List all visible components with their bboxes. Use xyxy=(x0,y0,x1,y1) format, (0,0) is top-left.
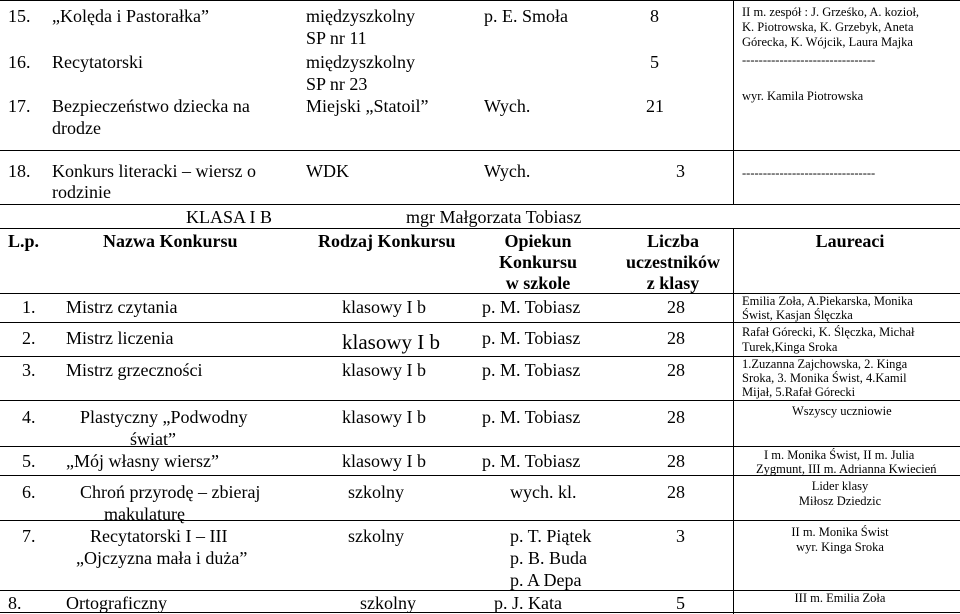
laureates-text: 1.Zuzanna Zajchowska, 2. Kinga xyxy=(742,357,908,371)
contest-name: Konkurs literacki – wiersz o xyxy=(52,161,256,181)
header-teacher: Opiekun xyxy=(504,231,572,251)
laureates-text: III m. Emilia Zoła xyxy=(794,591,886,605)
laureates-text: -------------------------------- xyxy=(742,53,876,67)
laureates-text: Świst, Kasjan Ślęczka xyxy=(742,308,853,322)
header-teacher: Konkursu xyxy=(498,252,578,272)
laureates-text: II m. Monika Świst xyxy=(791,525,889,539)
participant-count: 8 xyxy=(650,6,659,26)
contest-name: Chroń przyrodę – zbieraj xyxy=(80,482,261,502)
row-rule xyxy=(0,228,960,229)
participant-count: 28 xyxy=(667,407,685,427)
participant-count: 28 xyxy=(667,451,685,471)
header-count: z klasy xyxy=(646,273,700,293)
header-count: Liczba xyxy=(647,231,699,251)
laureates-text: Miłosz Dziedzic xyxy=(798,494,882,508)
contest-type: SP nr 11 xyxy=(306,28,367,48)
laureates-text: wyr. Kamila Piotrowska xyxy=(742,89,864,103)
row-number: 15. xyxy=(8,6,31,26)
row-number: 1. xyxy=(22,297,36,317)
participant-count: 28 xyxy=(667,482,685,502)
contest-name: Plastyczny „Podwodny xyxy=(80,407,248,427)
contest-type: szkolny xyxy=(348,526,404,546)
row-number: 5. xyxy=(22,451,36,471)
contest-name: rodzinie xyxy=(52,182,111,202)
laureates-text: Wszyscy uczniowie xyxy=(792,404,892,418)
teacher: p. M. Tobiasz xyxy=(482,328,581,348)
contest-name: „Mój własny wiersz” xyxy=(66,451,219,471)
contest-name: „Kolęda i Pastorałka” xyxy=(52,6,209,26)
participant-count: 28 xyxy=(667,297,685,317)
teacher: p. M. Tobiasz xyxy=(482,360,581,380)
participant-count: 21 xyxy=(646,96,664,116)
row-rule xyxy=(0,400,960,401)
laureates-text: II m. zespół : J. Grześko, A. kozioł, xyxy=(742,5,920,19)
contest-type: międzyszkolny xyxy=(306,6,415,26)
column-rule xyxy=(733,0,734,150)
row-number: 6. xyxy=(22,482,36,502)
column-rule xyxy=(733,228,734,614)
teacher: wych. kl. xyxy=(510,482,577,502)
contest-name: makulaturę xyxy=(104,504,185,524)
laureates-text: Rafał Górecki, K. Ślęczka, Michał xyxy=(742,325,915,339)
contest-type: szkolny xyxy=(360,593,416,613)
teacher: Wych. xyxy=(484,96,531,116)
contest-name: Mistrz grzeczności xyxy=(66,360,203,380)
contest-type: klasowy I b xyxy=(342,451,426,471)
contest-type: klasowy I b xyxy=(342,407,426,427)
class-label: KLASA I B xyxy=(186,207,273,227)
contest-type: międzyszkolny xyxy=(306,52,415,72)
teacher: p. M. Tobiasz xyxy=(482,451,581,471)
contest-name: Mistrz liczenia xyxy=(66,328,174,348)
contest-type: Miejski „Statoil” xyxy=(306,96,429,116)
row-rule xyxy=(0,204,960,205)
row-number: 17. xyxy=(8,96,31,116)
teacher: Wych. xyxy=(484,161,531,181)
laureates-text: Emilia Zoła, A.Piekarska, Monika xyxy=(742,294,913,308)
header-name: Nazwa Konkursu xyxy=(103,231,238,251)
header-count: uczestników xyxy=(626,252,720,272)
participant-count: 3 xyxy=(676,526,685,546)
row-number: 16. xyxy=(8,52,31,72)
header-type: Rodzaj Konkursu xyxy=(318,231,456,251)
participant-count: 28 xyxy=(667,360,685,380)
header-teacher: w szkole xyxy=(505,273,571,293)
participant-count: 5 xyxy=(676,593,685,613)
contest-type: WDK xyxy=(306,161,349,181)
contest-name: Ortograficzny xyxy=(66,593,167,613)
participant-count: 5 xyxy=(650,52,659,72)
row-rule xyxy=(0,0,960,1)
row-number: 3. xyxy=(22,360,36,380)
contest-name: „Ojczyzna mała i duża” xyxy=(76,548,248,568)
laureates-text: Sroka, 3. Monika Świst, 4.Kamil xyxy=(742,371,907,385)
row-number: 2. xyxy=(22,328,36,348)
header-laureates: Laureaci xyxy=(815,231,885,251)
teacher: p. B. Buda xyxy=(510,548,588,568)
teacher: p. M. Tobiasz xyxy=(482,297,581,317)
contest-name: świat” xyxy=(130,429,176,449)
contest-name: Bezpieczeństwo dziecka na xyxy=(52,96,250,116)
laureates-text: Mijał, 5.Rafał Górecki xyxy=(742,385,856,399)
participant-count: 3 xyxy=(676,161,685,181)
row-number: 8. xyxy=(8,593,22,613)
teacher: p. M. Tobiasz xyxy=(482,407,581,427)
laureates-text: Turek,Kinga Sroka xyxy=(742,340,838,354)
teacher: p. E. Smoła xyxy=(484,6,568,26)
contest-type: klasowy I b xyxy=(342,330,440,354)
laureates-text: Zygmunt, III m. Adrianna Kwiecień xyxy=(756,462,937,476)
laureates-text: wyr. Kinga Sroka xyxy=(796,540,884,554)
contest-name: Recytatorski I – III xyxy=(90,526,228,546)
contest-name: drodze xyxy=(52,118,101,138)
row-rule xyxy=(0,150,960,151)
teacher: p. A Depa xyxy=(510,570,582,590)
teacher: p. J. Kata xyxy=(494,593,562,613)
contest-type: szkolny xyxy=(348,482,404,502)
row-number: 18. xyxy=(8,161,31,181)
row-number: 4. xyxy=(22,407,36,427)
participant-count: 28 xyxy=(667,328,685,348)
laureates-text: I m. Monika Świst, II m. Julia xyxy=(764,448,915,462)
column-rule xyxy=(733,150,734,204)
class-teacher: mgr Małgorzata Tobiasz xyxy=(406,207,582,227)
laureates-text: Lider klasy xyxy=(811,479,869,493)
header-lp: L.p. xyxy=(8,231,40,251)
laureates-text: -------------------------------- xyxy=(742,166,876,180)
contest-type: klasowy I b xyxy=(342,297,426,317)
teacher: p. T. Piątek xyxy=(510,526,592,546)
row-number: 7. xyxy=(22,526,36,546)
contest-name: Mistrz czytania xyxy=(66,297,178,317)
contest-type: SP nr 23 xyxy=(306,74,368,94)
contest-name: Recytatorski xyxy=(52,52,143,72)
laureates-text: Górecka, K. Wójcik, Laura Majka xyxy=(742,35,913,49)
laureates-text: K. Piotrowska, K. Grzebyk, Aneta xyxy=(742,20,914,34)
contest-type: klasowy I b xyxy=(342,360,426,380)
